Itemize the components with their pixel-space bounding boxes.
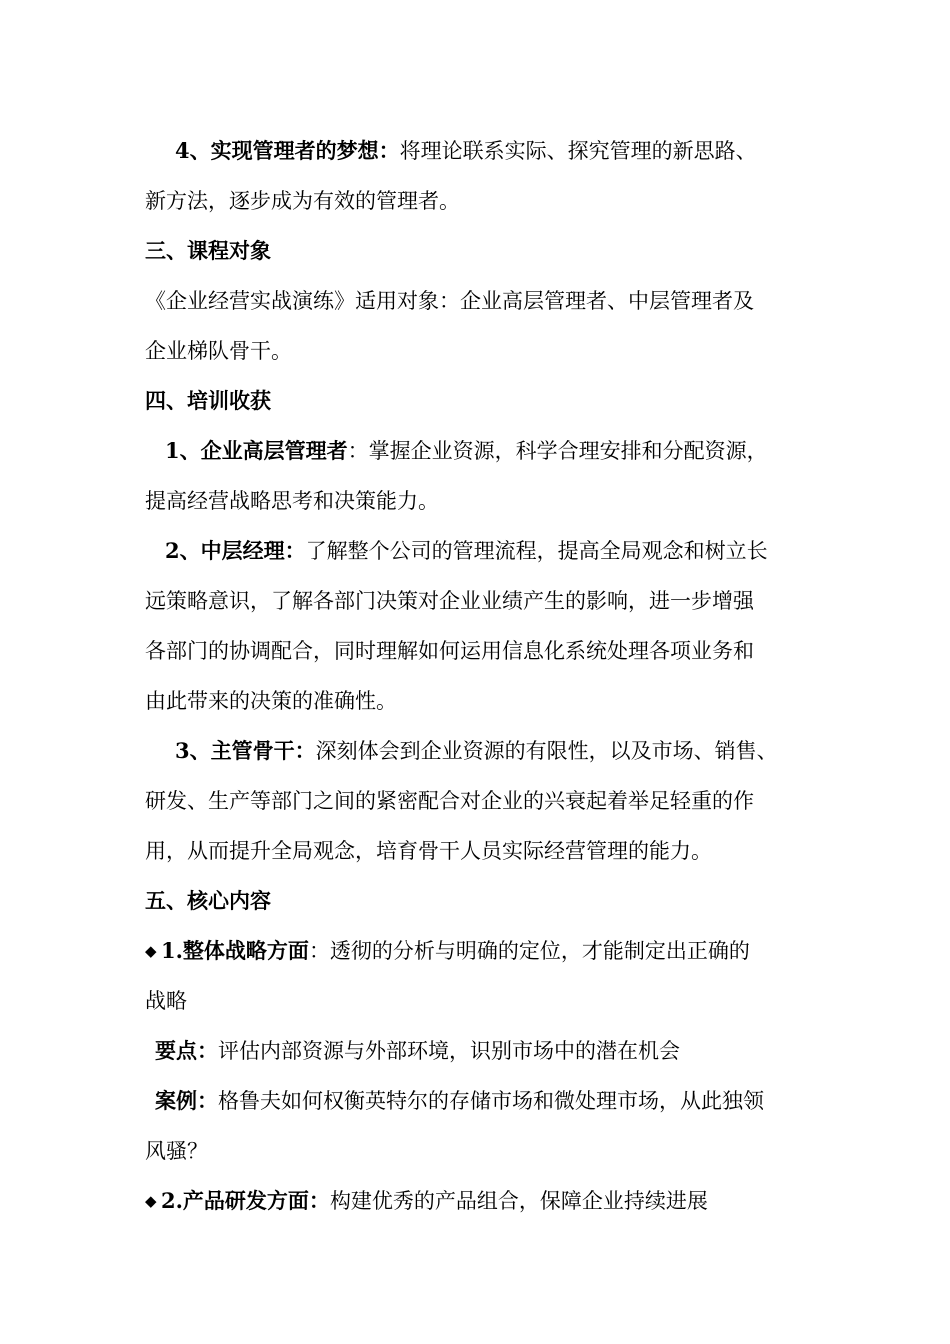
lead-text: 1.整体战略方面 (161, 938, 309, 963)
lead-text: 3、主管骨干： (175, 738, 316, 763)
paragraph-line (145, 636, 815, 666)
paragraph-line (145, 586, 815, 616)
paragraph-core-2 (145, 1186, 815, 1216)
section-heading-core-content: 五、核心内容 (145, 888, 271, 913)
paragraph-key-points (155, 1036, 825, 1066)
body-text: 《企业经营实战演练》适用对象：企业高层管理者、中层管理者及 (145, 289, 754, 313)
body-text: 各部门的协调配合，同时理解如何运用信息化系统处理各项业务和 (145, 639, 754, 663)
body-text: 新方法，逐步成为有效的管理者。 (145, 189, 460, 213)
body-text: 提高经营战略思考和决策能力。 (145, 489, 439, 513)
paragraph-goal-4 (175, 136, 845, 166)
lead-text: 4、实现管理者的梦想： (175, 138, 400, 163)
section-heading-course-audience: 三、课程对象 (145, 238, 271, 263)
paragraph-line (145, 336, 815, 366)
body-text: 研发、生产等部门之间的紧密配合对企业的兴衰起着举足轻重的作 (145, 789, 754, 813)
body-text: 了解整个公司的管理流程，提高全局观念和树立长 (305, 539, 768, 563)
body-text: 战略 (145, 989, 187, 1013)
body-text: 远策略意识，了解各部门决策对企业业绩产生的影响，进一步增强 (145, 589, 754, 613)
body-text: 构建优秀的产品组合，保障企业持续进展 (329, 1189, 708, 1213)
paragraph-line (145, 836, 815, 866)
body-text: 格鲁夫如何权衡英特尔的存储市场和微处理市场，从此独领 (218, 1089, 764, 1113)
body-text: 由此带来的决策的准确性。 (145, 689, 397, 713)
body-text: ：掌握企业资源，科学合理安排和分配资源， (347, 439, 768, 463)
paragraph-gain-1 (165, 436, 835, 466)
body-text: 风骚？ (145, 1139, 208, 1163)
paragraph-line (145, 1136, 815, 1166)
lead-text: 要点： (155, 1038, 218, 1063)
paragraph-gain-3 (175, 736, 845, 766)
diamond-bullet-icon: ◆ (145, 942, 157, 960)
body-text: 评估内部资源与外部环境，识别市场中的潜在机会 (218, 1039, 680, 1063)
section-heading-training-gains: 四、培训收获 (145, 388, 271, 413)
paragraph-line (145, 186, 815, 216)
lead-text: 2、中层经理： (165, 538, 306, 563)
paragraph-case (155, 1086, 825, 1116)
lead-text: 案例： (155, 1088, 218, 1113)
paragraph-line (145, 786, 815, 816)
paragraph-line (145, 486, 815, 516)
paragraph-audience (145, 286, 815, 316)
lead-text: 2.产品研发方面： (161, 1188, 330, 1213)
paragraph-gain-2 (165, 536, 835, 566)
paragraph-core-1 (145, 936, 815, 966)
paragraph-line (145, 686, 815, 716)
body-text: 用，从而提升全局观念，培育骨干人员实际经营管理的能力。 (145, 839, 712, 863)
body-text: 将理论联系实际、探究管理的新思路、 (399, 139, 757, 163)
diamond-bullet-icon: ◆ (145, 1192, 157, 1210)
body-text: 深刻体会到企业资源的有限性，以及市场、销售、 (315, 739, 778, 763)
lead-text: 1、企业高层管理者 (165, 438, 348, 463)
paragraph-line (145, 986, 815, 1016)
body-text: 企业梯队骨干。 (145, 339, 292, 363)
body-text: ：透彻的分析与明确的定位，才能制定出正确的 (308, 939, 750, 963)
